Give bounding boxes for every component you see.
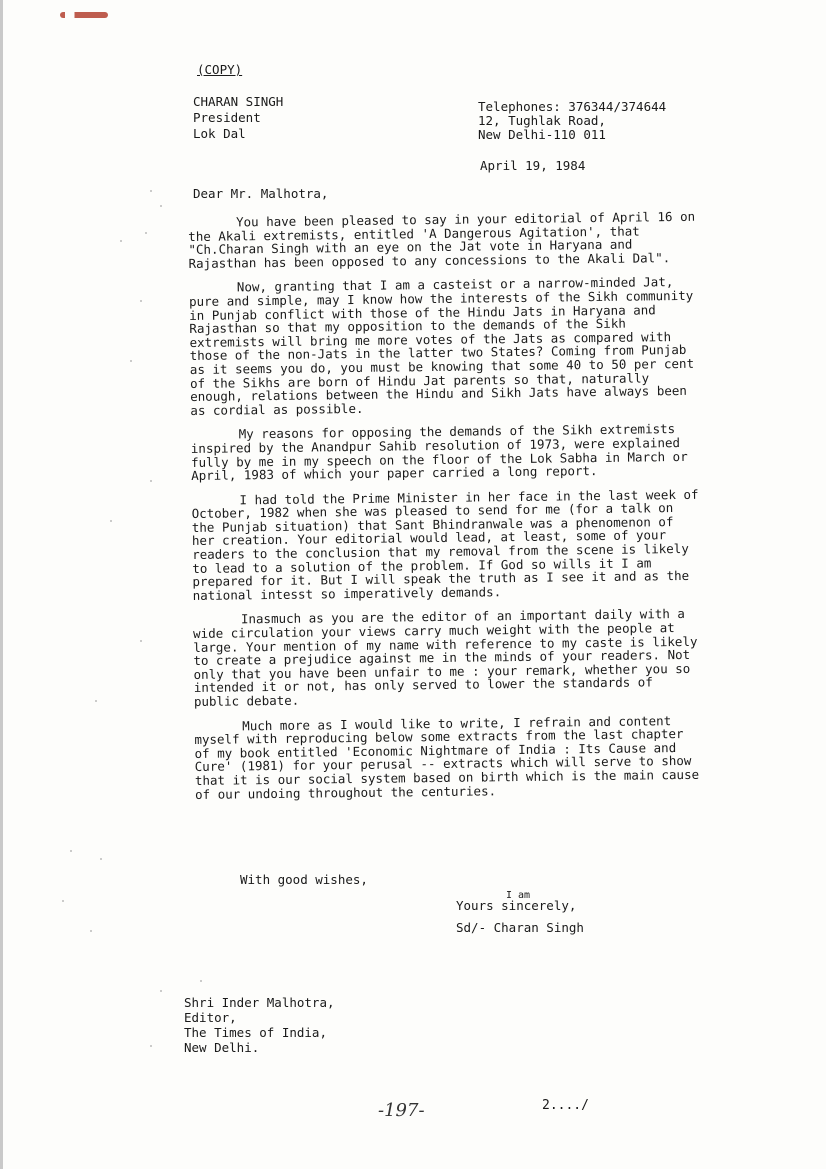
scan-speckle: [70, 850, 72, 852]
scan-speckle: [200, 980, 202, 982]
address-block: [478, 100, 666, 142]
paragraph-1: You have been pleased to say in your editorial of April 16 on the Akali extremists, entitled 'A Dangerous Agitation', that "Ch.Charan Singh with an eye on the Jat vote in Haryana and Rajasthan has been opposed to any concessions to the Akali Dal".: [188, 208, 696, 271]
scan-speckle: [140, 300, 142, 302]
recipient-role: Editor,: [184, 1010, 237, 1025]
scan-speckle: [110, 520, 112, 522]
paragraph-4: I had told the Prime Minister in her face in the last week of October, 1982 when she was pleased to send for me (for a talk on the Punjab situation) that Sant Bhindranwale was a phenomenon of her creation. Your editorial would lead, at least, some of your readers to the conclusion that my removal from the scene is likely to lead to a solution of the problem. If God so wills it I am prepared for it. But I will speak the truth as I see it and as the national intesst so imperatively demands.: [191, 486, 699, 603]
sender-block: [193, 94, 283, 142]
scan-speckle: [140, 640, 142, 642]
scan-speckle: [160, 990, 162, 992]
street-address: 12, Tughlak Road,: [478, 113, 606, 128]
continuation-marker: 2..../: [542, 1098, 589, 1113]
closing-block: [456, 890, 584, 939]
paragraph-6: Much more as I would like to write, I refrain and content myself with reproducing below some extracts from the last chapter of my book entitled 'Economic Nightmare of India : Its Cause and Cure' (1981) for your perusal -- extracts which will serve to show that it is our social system based on birth which is the main cause of our undoing throughout the centuries.: [194, 712, 700, 802]
valediction: Yours sincerely,: [456, 898, 577, 913]
recipient-block: [184, 995, 335, 1055]
scan-speckle: [90, 930, 92, 932]
letter-date: April 19, 1984: [480, 158, 586, 173]
scan-speckle: [150, 190, 152, 192]
copy-label: (COPY): [197, 62, 243, 77]
recipient-city: New Delhi.: [184, 1040, 260, 1055]
paragraph-2: Now, granting that I am a casteist or a narrow-minded Jat, pure and simple, may I know how the interests of the Sikh community in Punjab conflict with those of the Hindu Jats in Haryana and Rajasthan so that my opposition to the demands of the Sikh extremists will bring me more votes of the Jats as compared with those of the non-Jats in the latter two States? Coming from Punjab as it seems you do, you must be knowing that some 40 to 50 per cent of the Sikhs are born of Hindu Jat parents so that, naturally enough, relations between the Hindu and Sikh Jats have always been as cordial as possible.: [188, 274, 695, 418]
scan-speckle: [160, 205, 162, 207]
scan-speckle: [62, 900, 64, 902]
scan-speckle: [130, 360, 132, 362]
recipient-name: Shri Inder Malhotra,: [184, 995, 335, 1010]
signature: Sd/- Charan Singh: [456, 920, 584, 935]
handwritten-insertion: I am: [506, 890, 531, 901]
scan-speckle: [150, 1045, 152, 1047]
paragraph-3: My reasons for opposing the demands of the Sikh extremists inspired by the Anandpur Sahib resolution of 1973, were explained fully by me in my speech on the floor of the Lok Sabha in March or April, 1983 of which your paper carried a long report.: [190, 421, 688, 484]
telephones: Telephones: 376344/374644: [478, 99, 667, 114]
sender-name: CHARAN SINGH: [193, 94, 284, 109]
recipient-organization: The Times of India,: [184, 1025, 327, 1040]
scan-speckle: [150, 480, 152, 482]
good-wishes: With good wishes,: [240, 872, 368, 887]
scan-speckle: [120, 240, 122, 242]
sender-title: President: [193, 110, 261, 125]
red-ink-mark: [60, 12, 108, 18]
sender-party: Lok Dal: [193, 126, 246, 141]
scan-speckle: [145, 232, 147, 234]
scan-speckle: [100, 858, 102, 860]
paragraph-5: Inasmuch as you are the editor of an important daily with a wide circulation your views carry much weight with the people at large. Your mention of my name with reference to my caste is likely to create a prejudice against me in the minds of your readers. Not only that you have been unfair to me : your remark, whether you so intended it or not, has only served to lower the standards of public debate.: [193, 606, 698, 709]
scan-speckle: [95, 700, 97, 702]
salutation: Dear Mr. Malhotra,: [193, 186, 329, 201]
city-address: New Delhi-110 011: [478, 127, 606, 142]
page-number: -197-: [378, 1100, 425, 1121]
letter-body: [188, 210, 703, 812]
